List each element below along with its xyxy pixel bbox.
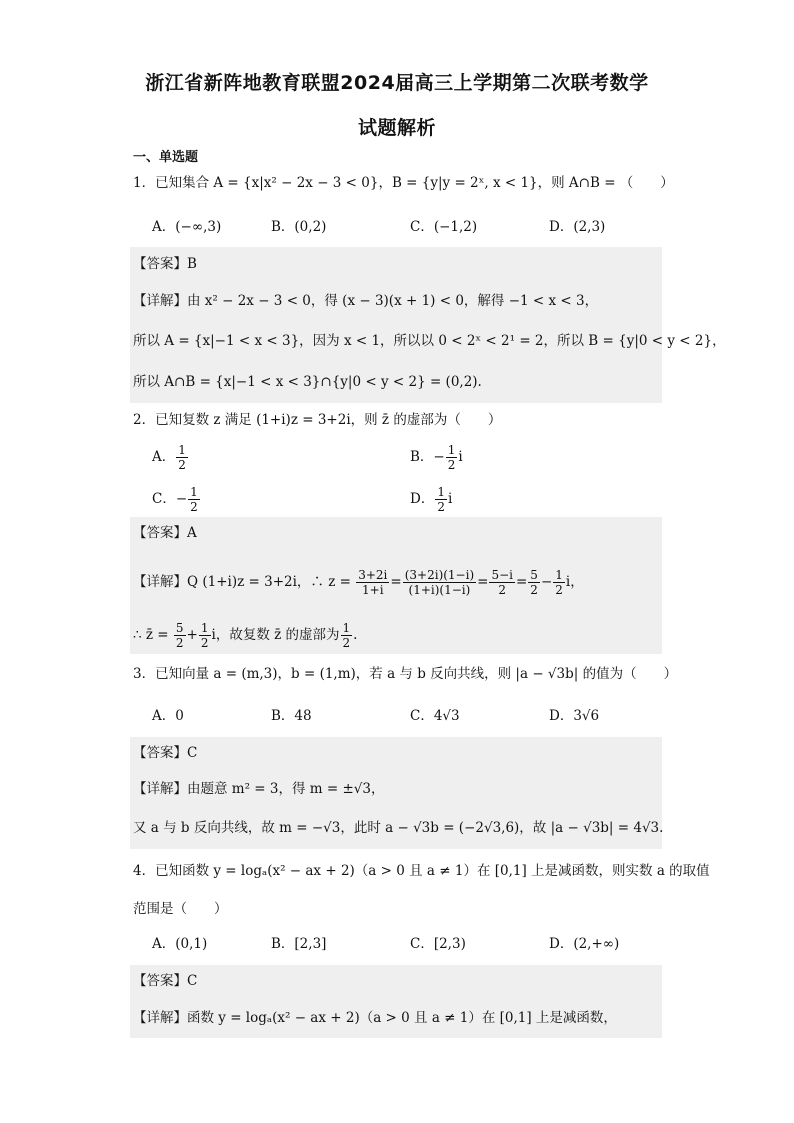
fraction: [435, 485, 447, 514]
denominator: 2: [178, 458, 186, 472]
q2-detail-line: 【详解】Q (1+i)z = 3+2i，∴ z = $\frac{3+2i}{1+i}$ = $\frac{(3+2i)(1-i)}{(1+i)(1-i)}$ = $\frac{5-i}{2}$ = $\frac{5}{2}$ − $\frac{1}{2}$ i，: [133, 568, 584, 597]
option-letter: B．: [410, 449, 434, 465]
fraction: $\frac{1}{2}$: [200, 621, 209, 650]
q1-option-c: C．(−1,2): [410, 219, 478, 235]
fraction: $\frac{5}{2}$: [530, 568, 538, 597]
numerator: 1: [437, 485, 445, 499]
q4-detail-line: 【详解】函数 y = logₐ(x² − ax + 2)（a > 0 且 a ≠ 1）在 [0,1] 上是减函数，: [133, 1010, 617, 1026]
q1-detail-line: 【详解】由 x² − 2x − 3 < 0，得 (x − 3)(x + 1) < 0，解得 −1 < x < 3，: [133, 293, 599, 309]
section-heading: 一、单选题: [133, 150, 199, 165]
q1-answer: 【答案】B: [133, 256, 197, 272]
option-suffix: i: [447, 491, 453, 507]
q2-stem: 2．已知复数 z 满足 (1+i)z = 3+2i，则 z̄ 的虚部为（ ）: [133, 412, 502, 428]
q3-option-b: B．48: [271, 708, 312, 724]
q1-option-d: D．(2,3): [549, 219, 606, 235]
q1-detail-line: 所以 A = {x|−1 < x < 3}，因为 x < 1，所以以 0 < 2ˣ < 2¹ = 2，所以 B = {y|0 < y < 2}，: [133, 333, 726, 349]
detail-text: ∴ z̄ =: [133, 627, 169, 643]
q3-detail-line: 又 a 与 b 反向共线，故 m = −√3，此时 a − √3b = (−2√3,6)，故 |a − √3b| = 4√3.: [133, 820, 664, 836]
q4-option-b: B．[2,3]: [271, 936, 327, 952]
q1-option-b: B．(0,2): [271, 219, 327, 235]
q2-answer: 【答案】A: [133, 525, 197, 541]
q4-answer: 【答案】C: [133, 973, 198, 989]
detail-text: ，故复数 z̄ 的虚部为: [215, 627, 340, 643]
fraction: [176, 443, 188, 472]
fraction: $\frac{1}{2}$: [342, 621, 351, 650]
fraction: $\frac{(3+2i)(1-i)}{(1+i)(1-i)}$: [404, 568, 475, 597]
fraction: [188, 485, 200, 514]
document-subtitle: 试题解析: [357, 117, 436, 139]
option-letter: C．: [152, 491, 176, 507]
q3-detail-line: 【详解】由题意 m² = 3，得 m = ±√3，: [133, 781, 385, 797]
q4-option-a: A．(0,1): [152, 936, 208, 952]
denominator: 2: [190, 500, 198, 514]
q2-option-c: [152, 485, 201, 514]
detail-text: 【详解】Q (1+i)z = 3+2i，∴ z =: [133, 574, 351, 590]
q3-option-d: D．3√6: [549, 708, 600, 724]
fraction: $\frac{5-i}{2}$: [491, 568, 513, 597]
q4-stem-continued: 范围是（ ）: [133, 901, 228, 917]
option-sign: −: [433, 449, 445, 465]
option-letter: D．: [410, 491, 435, 507]
numerator: 1: [178, 443, 186, 457]
fraction: $\frac{5}{2}$: [175, 621, 184, 650]
q4-option-d: D．(2,+∞): [549, 936, 620, 952]
denominator: 2: [447, 458, 456, 472]
fraction: $\frac{3+2i}{1+i}$: [358, 568, 388, 597]
q4-option-c: C．[2,3): [410, 936, 466, 952]
q2-detail-line: ∴ z̄ = $\frac{5}{2}$ + $\frac{1}{2}$ i，故复数 z̄ 的虚部为 $\frac{1}{2}$ .: [133, 621, 358, 650]
q1-stem: 1．已知集合 A = {x|x² − 2x − 3 < 0}，B = {y|y = 2ˣ, x < 1}，则 A∩B = （ ）: [133, 175, 674, 191]
denominator: 2: [437, 500, 445, 514]
fraction: [446, 443, 458, 472]
q4-stem: 4．已知函数 y = logₐ(x² − ax + 2)（a > 0 且 a ≠ 1）在 [0,1] 上是减函数，则实数 a 的取值: [133, 863, 710, 879]
option-sign: −: [175, 491, 188, 507]
q1-option-a: A．(−∞,3): [152, 219, 222, 235]
q3-option-a: A．0: [152, 708, 184, 724]
q3-option-c: C．4√3: [410, 708, 460, 724]
option-letter: A．: [152, 449, 176, 465]
numerator: 1: [447, 443, 456, 457]
document-title: 浙江省新阵地教育联盟2024届高三上学期第二次联考数学: [145, 72, 649, 94]
fraction: $\frac{1}{2}$: [555, 568, 563, 597]
q3-answer: 【答案】C: [133, 745, 198, 761]
q3-stem: 3．已知向量 a = (m,3)，b = (1,m)，若 a 与 b 反向共线，则 |a − √3b| 的值为（ ）: [133, 666, 678, 682]
q2-option-d: [410, 485, 452, 514]
q2-option-a: [152, 443, 189, 472]
option-suffix: i: [458, 449, 463, 465]
numerator: 1: [190, 485, 198, 499]
q1-detail-line: 所以 A∩B = {x|−1 < x < 3}∩{y|0 < y < 2} = (0,2).: [133, 374, 482, 390]
q2-option-b: [410, 443, 463, 472]
